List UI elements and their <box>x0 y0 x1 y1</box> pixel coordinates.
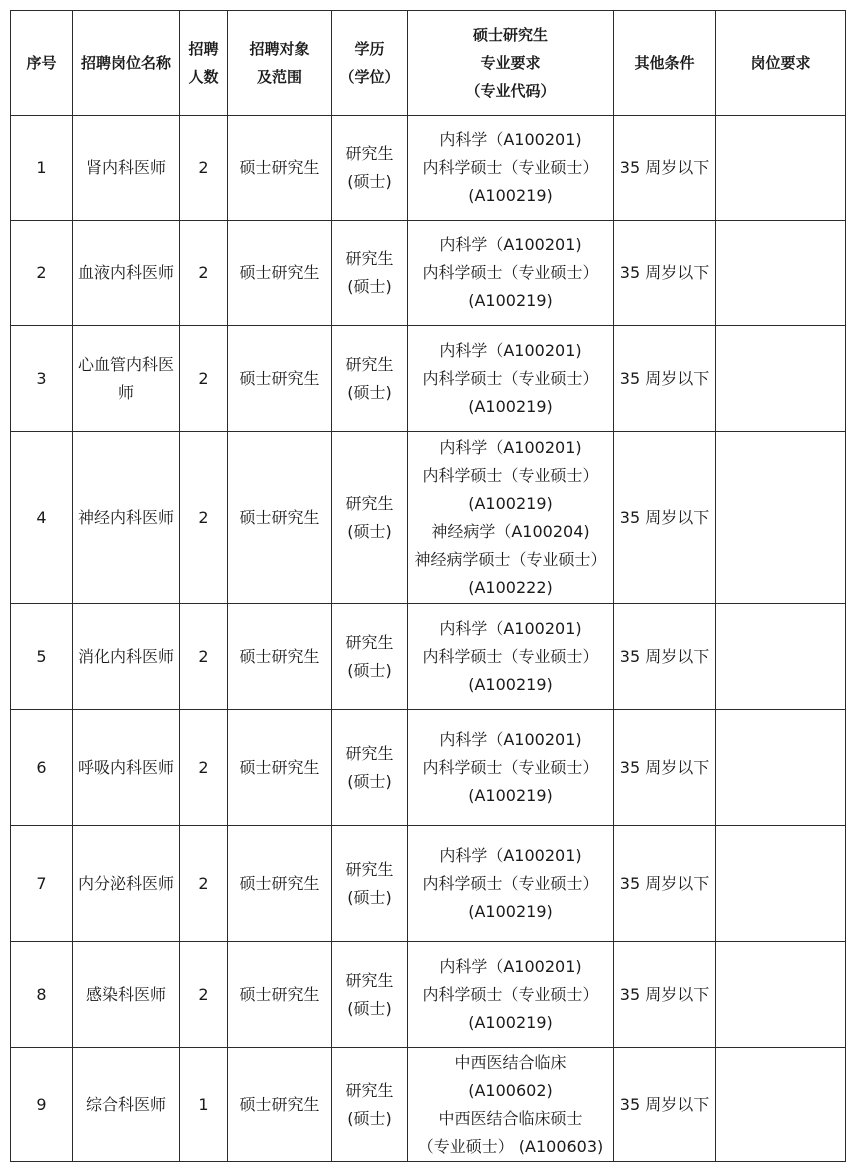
recruitment-table <box>10 10 846 1162</box>
cell-requirement <box>716 116 846 221</box>
cell-requirement <box>716 1048 846 1162</box>
cell-target: 硕士研究生 <box>228 326 332 432</box>
cell-education: 研究生 (硕士) <box>332 604 408 710</box>
cell-count: 2 <box>180 432 228 604</box>
cell-position: 呼吸内科医师 <box>73 710 180 826</box>
cell-target: 硕士研究生 <box>228 432 332 604</box>
cell-target: 硕士研究生 <box>228 221 332 326</box>
cell-education: 研究生 (硕士) <box>332 221 408 326</box>
cell-position: 血液内科医师 <box>73 221 180 326</box>
cell-major: 内科学（A100201) 内科学硕士（专业硕士） (A100219) <box>408 710 614 826</box>
cell-target: 硕士研究生 <box>228 1048 332 1162</box>
table-row <box>11 221 846 326</box>
header-row <box>11 11 846 116</box>
cell-other: 35 周岁以下 <box>614 1048 716 1162</box>
header-count: 招聘 人数 <box>180 11 228 116</box>
cell-count: 1 <box>180 1048 228 1162</box>
cell-other: 35 周岁以下 <box>614 604 716 710</box>
cell-seq: 5 <box>11 604 73 710</box>
cell-position: 肾内科医师 <box>73 116 180 221</box>
header-requirement: 岗位要求 <box>716 11 846 116</box>
cell-target: 硕士研究生 <box>228 604 332 710</box>
cell-education: 研究生 (硕士) <box>332 116 408 221</box>
header-seq: 序号 <box>11 11 73 116</box>
cell-seq: 8 <box>11 942 73 1048</box>
cell-count: 2 <box>180 221 228 326</box>
table-row <box>11 432 846 604</box>
cell-seq: 7 <box>11 826 73 942</box>
cell-education: 研究生 (硕士) <box>332 942 408 1048</box>
cell-requirement <box>716 604 846 710</box>
cell-position: 消化内科医师 <box>73 604 180 710</box>
cell-seq: 2 <box>11 221 73 326</box>
cell-seq: 9 <box>11 1048 73 1162</box>
cell-major: 内科学（A100201) 内科学硕士（专业硕士） (A100219) <box>408 826 614 942</box>
table-row <box>11 942 846 1048</box>
table-row <box>11 1048 846 1162</box>
cell-other: 35 周岁以下 <box>614 116 716 221</box>
cell-education: 研究生 (硕士) <box>332 826 408 942</box>
cell-education: 研究生 (硕士) <box>332 1048 408 1162</box>
cell-count: 2 <box>180 942 228 1048</box>
cell-target: 硕士研究生 <box>228 116 332 221</box>
cell-seq: 6 <box>11 710 73 826</box>
cell-requirement <box>716 221 846 326</box>
cell-requirement <box>716 826 846 942</box>
table-row <box>11 604 846 710</box>
cell-position: 神经内科医师 <box>73 432 180 604</box>
cell-target: 硕士研究生 <box>228 942 332 1048</box>
cell-count: 2 <box>180 116 228 221</box>
cell-other: 35 周岁以下 <box>614 221 716 326</box>
cell-requirement <box>716 942 846 1048</box>
table-row <box>11 116 846 221</box>
table-header <box>11 11 846 116</box>
cell-requirement <box>716 432 846 604</box>
cell-seq: 3 <box>11 326 73 432</box>
cell-other: 35 周岁以下 <box>614 710 716 826</box>
table-row <box>11 710 846 826</box>
cell-other: 35 周岁以下 <box>614 942 716 1048</box>
cell-major: 内科学（A100201) 内科学硕士（专业硕士） (A100219) <box>408 116 614 221</box>
table-body <box>11 116 846 1162</box>
cell-major: 内科学（A100201) 内科学硕士（专业硕士） (A100219) <box>408 326 614 432</box>
cell-count: 2 <box>180 826 228 942</box>
cell-other: 35 周岁以下 <box>614 326 716 432</box>
cell-major: 中西医结合临床 (A100602) 中西医结合临床硕士 （专业硕士） (A100603) <box>408 1048 614 1162</box>
table-row <box>11 826 846 942</box>
header-major: 硕士研究生 专业要求 （专业代码） <box>408 11 614 116</box>
cell-count: 2 <box>180 710 228 826</box>
cell-position: 心血管内科医师 <box>73 326 180 432</box>
cell-education: 研究生 (硕士) <box>332 326 408 432</box>
cell-target: 硕士研究生 <box>228 710 332 826</box>
cell-count: 2 <box>180 604 228 710</box>
cell-seq: 4 <box>11 432 73 604</box>
cell-other: 35 周岁以下 <box>614 826 716 942</box>
cell-education: 研究生 (硕士) <box>332 432 408 604</box>
cell-position: 内分泌科医师 <box>73 826 180 942</box>
cell-count: 2 <box>180 326 228 432</box>
header-position: 招聘岗位名称 <box>73 11 180 116</box>
cell-major: 内科学（A100201) 内科学硕士（专业硕士） (A100219) <box>408 604 614 710</box>
cell-major: 内科学（A100201) 内科学硕士（专业硕士） (A100219) <box>408 221 614 326</box>
header-other: 其他条件 <box>614 11 716 116</box>
header-target: 招聘对象 及范围 <box>228 11 332 116</box>
table-row <box>11 326 846 432</box>
cell-other: 35 周岁以下 <box>614 432 716 604</box>
cell-major: 内科学（A100201) 内科学硕士（专业硕士） (A100219) <box>408 942 614 1048</box>
cell-seq: 1 <box>11 116 73 221</box>
cell-requirement <box>716 326 846 432</box>
header-education: 学历 （学位） <box>332 11 408 116</box>
cell-position: 综合科医师 <box>73 1048 180 1162</box>
cell-target: 硕士研究生 <box>228 826 332 942</box>
cell-major: 内科学（A100201) 内科学硕士（专业硕士） (A100219) 神经病学（A100204) 神经病学硕士（专业硕士） (A100222) <box>408 432 614 604</box>
cell-education: 研究生 (硕士) <box>332 710 408 826</box>
cell-requirement <box>716 710 846 826</box>
cell-position: 感染科医师 <box>73 942 180 1048</box>
